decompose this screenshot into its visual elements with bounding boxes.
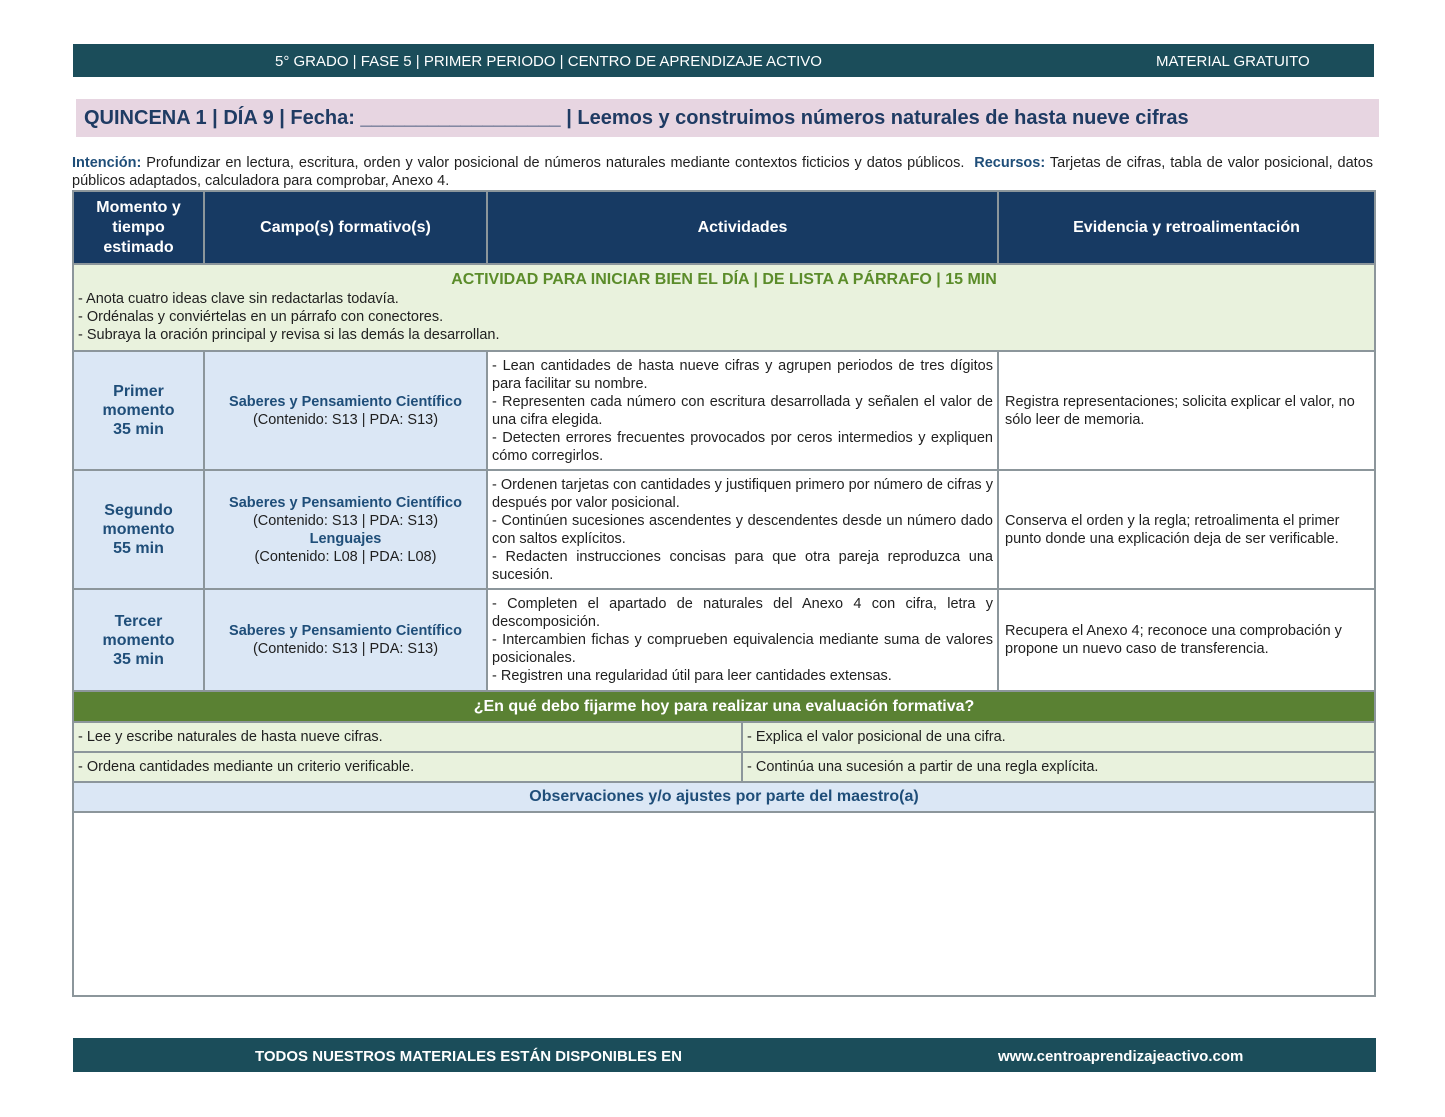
moment-label: Primer xyxy=(113,383,164,400)
start-activity-item: - Subraya la oración principal y revisa si las demás la desarrollan. xyxy=(78,327,500,343)
page-title: QUINCENA 1 | DÍA 9 | Fecha: __________________ | Leemos y construimos números naturales de hasta nueve cifras xyxy=(76,99,1379,137)
header-free-material: MATERIAL GRATUITO xyxy=(1156,53,1310,70)
evaluation-item: - Ordena cantidades mediante un criterio verificable. xyxy=(73,752,742,782)
campo-name: Saberes y Pensamiento Científico xyxy=(229,623,462,639)
evaluation-item: - Explica el valor posicional de una cifra. xyxy=(742,722,1375,752)
campo-content: (Contenido: L08 | PDA: L08) xyxy=(254,548,437,565)
campo-content: (Contenido: S13 | PDA: S13) xyxy=(252,641,439,657)
moment-time: 35 min xyxy=(113,421,164,438)
moment-label: momento xyxy=(102,631,175,649)
activities-cell xyxy=(487,351,998,470)
start-activity-item: - Anota cuatro ideas clave sin redactarlas todavía. xyxy=(78,291,399,307)
intent-text: Profundizar en lectura, escritura, orden y valor posicional de números naturales mediante contextos ficticios y datos públicos. xyxy=(146,155,965,171)
start-activity-title: ACTIVIDAD PARA INICIAR BIEN EL DÍA | DE LISTA A PÁRRAFO | 15 MIN xyxy=(451,271,997,288)
campo-name: Saberes y Pensamiento Científico xyxy=(229,393,462,410)
moment-cell xyxy=(73,589,204,691)
moment-label: Tercer xyxy=(114,612,163,630)
moment-label: Segundo xyxy=(104,502,173,519)
activity-item: - Registren una regularidad útil para leer cantidades extensas. xyxy=(492,668,892,684)
evaluation-row xyxy=(73,722,1375,752)
resources-text: Tarjetas de cifras, tabla de valor posicional, datos públicos adaptados, calculadora para comprobar, Anexo 4. xyxy=(72,155,1374,189)
activities-cell xyxy=(487,589,998,691)
start-activity-row xyxy=(73,264,1375,351)
activity-item: - Ordenen tarjetas con cantidades y justifiquen primero por número de cifras y después por valor posicional. xyxy=(492,476,993,511)
moment-row-3 xyxy=(73,589,1375,691)
evidence-cell: Recupera el Anexo 4; reconoce una comprobación y propone un nuevo caso de transferencia. xyxy=(998,589,1375,691)
campo-cell xyxy=(204,589,487,691)
evidence-cell: Conserva el orden y la regla; retroalimenta el primer punto donde una explicación deja de ser verificable. xyxy=(998,470,1375,589)
header-campo: Campo(s) formativo(s) xyxy=(204,191,487,264)
table-header-row xyxy=(73,191,1375,264)
activity-item: - Detecten errores frecuentes provocados por ceros intermedios y expliquen cómo corregirlos. xyxy=(492,429,993,464)
top-banner xyxy=(73,44,1374,77)
evaluation-row xyxy=(73,752,1375,782)
moment-cell xyxy=(73,470,204,589)
moment-label: momento xyxy=(102,402,175,419)
moment-time: 35 min xyxy=(113,650,164,668)
moment-row-1 xyxy=(73,351,1375,470)
start-activity-item: - Ordénalas y conviértelas en un párrafo con conectores. xyxy=(78,309,444,325)
activity-item: - Redacten instrucciones concisas para que otra pareja reproduzca una sucesión. xyxy=(492,548,993,583)
header-activities: Actividades xyxy=(487,191,998,264)
intent-label: Intención: xyxy=(72,155,142,171)
intent-paragraph xyxy=(72,154,1373,190)
activity-item: - Lean cantidades de hasta nueve cifras y agrupen periodos de tres dígitos para facilitar su nombre. xyxy=(492,357,993,392)
observations-header-row xyxy=(73,782,1375,812)
footer-availability-text: TODOS NUESTROS MATERIALES ESTÁN DISPONIBLES EN xyxy=(255,1048,682,1065)
moment-row-2 xyxy=(73,470,1375,589)
header-moment: Momento y tiempo estimado xyxy=(73,191,204,264)
activity-item: - Intercambien fichas y comprueben equivalencia mediante suma de valores posicionales. xyxy=(492,632,993,666)
lesson-plan-table xyxy=(72,190,1376,997)
campo-name: Saberes y Pensamiento Científico xyxy=(229,494,462,511)
evaluation-title: ¿En qué debo fijarme hoy para realizar una evaluación formativa? xyxy=(73,691,1375,722)
start-activity-cell xyxy=(73,264,1375,351)
observations-area[interactable] xyxy=(73,812,1375,996)
evaluation-item: - Continúa una sucesión a partir de una regla explícita. xyxy=(742,752,1375,782)
observations-row xyxy=(73,812,1375,996)
observations-title: Observaciones y/o ajustes por parte del maestro(a) xyxy=(73,782,1375,812)
activity-item: - Representen cada número con escritura desarrollada y señalen el valor de una cifra elegida. xyxy=(492,393,993,428)
campo-content: (Contenido: S13 | PDA: S13) xyxy=(252,411,439,428)
footer-website-link[interactable]: www.centroaprendizajeactivo.com xyxy=(998,1048,1244,1065)
campo-cell xyxy=(204,470,487,589)
evaluation-header-row xyxy=(73,691,1375,722)
campo-name: Lenguajes xyxy=(309,530,382,547)
campo-content: (Contenido: S13 | PDA: S13) xyxy=(252,512,439,529)
moment-label: momento xyxy=(102,521,175,538)
evaluation-item: - Lee y escribe naturales de hasta nueve cifras. xyxy=(73,722,742,752)
resources-label: Recursos: xyxy=(974,155,1046,171)
campo-cell xyxy=(204,351,487,470)
footer-banner xyxy=(73,1038,1376,1072)
header-evidence: Evidencia y retroalimentación xyxy=(998,191,1375,264)
evidence-cell: Registra representaciones; solicita explicar el valor, no sólo leer de memoria. xyxy=(998,351,1375,470)
moment-cell xyxy=(73,351,204,470)
activity-item: - Continúen sucesiones ascendentes y descendentes desde un número dado con saltos explícitos. xyxy=(492,512,993,547)
moment-time: 55 min xyxy=(113,540,164,557)
header-grade-info: 5° GRADO | FASE 5 | PRIMER PERIODO | CENTRO DE APRENDIZAJE ACTIVO xyxy=(275,53,822,70)
activities-cell xyxy=(487,470,998,589)
activity-item: - Completen el apartado de naturales del Anexo 4 con cifra, letra y descomposición. xyxy=(492,596,993,630)
